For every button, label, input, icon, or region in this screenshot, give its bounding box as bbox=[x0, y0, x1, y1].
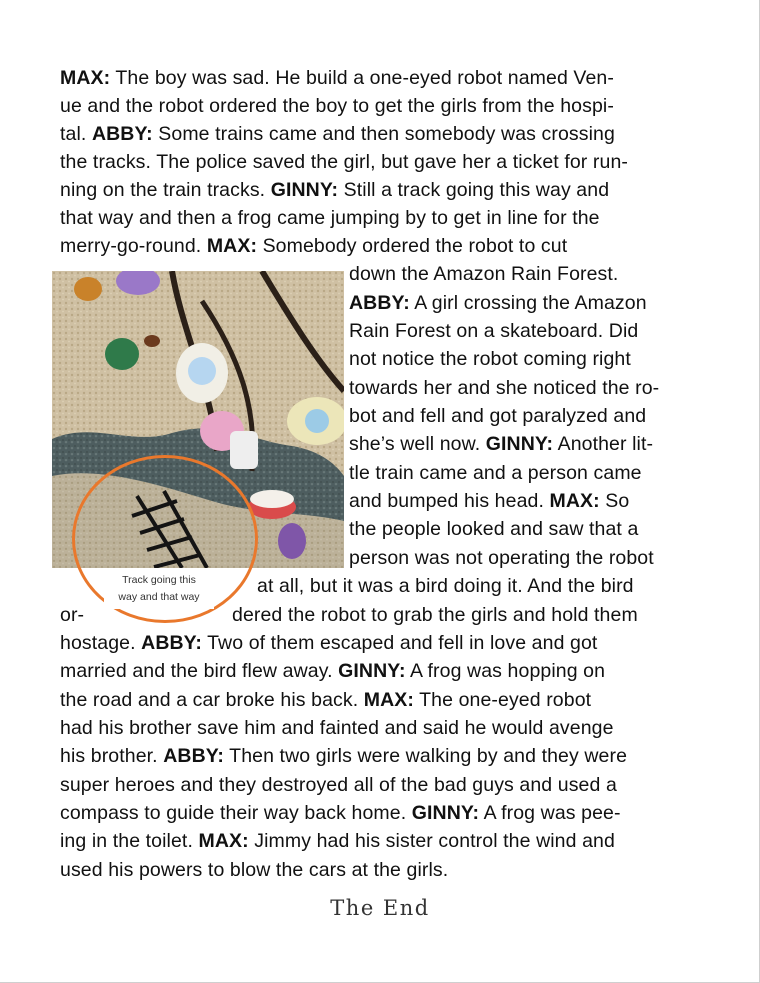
story-text: the road and a car broke his back. bbox=[60, 689, 364, 711]
speaker-name: ABBY: bbox=[141, 632, 202, 654]
story-text: Some trains came and then somebody was crossing bbox=[152, 123, 615, 145]
story-text: married and the bird flew away. bbox=[60, 660, 339, 682]
story-text: Another lit- bbox=[553, 433, 654, 455]
story-text: ing in the toilet. bbox=[60, 830, 199, 852]
story-line bbox=[349, 430, 653, 458]
story-text: or- bbox=[60, 604, 85, 626]
story-line bbox=[232, 601, 638, 629]
story-text: The one-eyed robot bbox=[414, 689, 592, 711]
photo-caption-line-2: way and that way bbox=[118, 591, 200, 603]
story-text: Jimmy had his sister control the wind and bbox=[248, 830, 615, 852]
story-text: tle train came and a person came bbox=[349, 462, 642, 484]
story-text: Rain Forest on a skateboard. Did bbox=[349, 320, 639, 342]
story-line bbox=[349, 345, 631, 373]
speaker-name: ABBY: bbox=[91, 123, 153, 145]
story-text: Somebody ordered the robot to cut bbox=[257, 235, 568, 257]
speaker-name: MAX: bbox=[363, 689, 414, 711]
story-line bbox=[349, 402, 646, 430]
story-text: Still a track going this way and bbox=[338, 179, 610, 201]
story-text: Two of them escaped and fell in love and got bbox=[201, 632, 598, 654]
speaker-name: ABBY: bbox=[163, 745, 225, 767]
story-line bbox=[60, 204, 600, 232]
story-text: person was not operating the robot bbox=[349, 547, 654, 569]
story-line bbox=[60, 657, 605, 685]
photo-caption-line-1: Track going this bbox=[122, 574, 196, 586]
story-text: dered the robot to grab the girls and hold them bbox=[232, 604, 638, 626]
story-line bbox=[60, 120, 615, 148]
the-end-heading: The End bbox=[330, 896, 430, 920]
story-line bbox=[60, 827, 615, 855]
story-text: merry-go-round. bbox=[60, 235, 207, 257]
story-text: she’s well now. bbox=[349, 433, 486, 455]
story-text: the tracks. The police saved the girl, but gave her a ticket for run- bbox=[60, 151, 628, 173]
story-text: that way and then a frog came jumping by to get in line for the bbox=[60, 207, 600, 229]
story-text: Then two girls were walking by and they were bbox=[224, 745, 628, 767]
story-text: not notice the robot coming right bbox=[349, 348, 631, 370]
story-text: bot and fell and got paralyzed and bbox=[349, 405, 647, 427]
story-text: A frog was pee- bbox=[479, 802, 621, 824]
speaker-name: GINNY: bbox=[485, 433, 554, 455]
speaker-name: MAX: bbox=[60, 67, 111, 89]
story-text: used his powers to blow the cars at the girls. bbox=[60, 859, 449, 881]
story-line bbox=[349, 544, 654, 572]
story-line bbox=[60, 64, 614, 92]
story-text: down the Amazon Rain Forest. bbox=[349, 263, 619, 285]
speaker-name: GINNY: bbox=[411, 802, 480, 824]
story-line bbox=[60, 629, 597, 657]
story-line bbox=[60, 856, 448, 884]
story-text: his brother. bbox=[60, 745, 164, 767]
story-line bbox=[349, 317, 638, 345]
story-text: at all, but it was a bird doing it. And the bird bbox=[257, 575, 634, 597]
story-line bbox=[60, 232, 567, 260]
story-text: ue and the robot ordered the boy to get the girls from the hospi- bbox=[60, 95, 614, 117]
speaker-name: MAX: bbox=[206, 235, 258, 257]
story-line bbox=[60, 742, 627, 770]
story-line bbox=[349, 515, 638, 543]
speaker-name: ABBY: bbox=[349, 292, 410, 314]
story-text: tal. bbox=[60, 123, 92, 145]
story-line bbox=[257, 572, 634, 600]
story-line bbox=[349, 289, 647, 317]
story-text: hostage. bbox=[60, 632, 142, 654]
speaker-name: GINNY: bbox=[338, 660, 406, 682]
story-text: had his brother save him and fainted and said he would avenge bbox=[60, 717, 614, 739]
story-line bbox=[349, 374, 659, 402]
story-line bbox=[60, 92, 614, 120]
story-line bbox=[60, 771, 617, 799]
story-text: and bumped his head. bbox=[349, 490, 550, 512]
story-line bbox=[60, 799, 621, 827]
story-line bbox=[349, 459, 642, 487]
story-line bbox=[60, 148, 628, 176]
story-text: compass to guide their way back home. bbox=[60, 802, 412, 824]
story-line bbox=[349, 260, 618, 288]
story-text: ning on the train tracks. bbox=[60, 179, 271, 201]
story-text: The boy was sad. He build a one-eyed robot named Ven- bbox=[110, 67, 614, 89]
story-text: towards her and she noticed the ro- bbox=[349, 377, 660, 399]
speaker-name: MAX: bbox=[549, 490, 600, 512]
story-line bbox=[349, 487, 629, 515]
story-text: the people looked and saw that a bbox=[349, 518, 639, 540]
speaker-name: GINNY: bbox=[270, 179, 339, 201]
story-text: A frog was hopping on bbox=[405, 660, 606, 682]
story-line bbox=[60, 686, 591, 714]
story-line bbox=[60, 601, 84, 629]
story-line bbox=[60, 714, 614, 742]
story-text: super heroes and they destroyed all of the bad guys and used a bbox=[60, 774, 617, 796]
story-line bbox=[60, 176, 609, 204]
story-text: A girl crossing the Amazon bbox=[409, 292, 647, 314]
speaker-name: MAX: bbox=[198, 830, 249, 852]
story-text: So bbox=[599, 490, 630, 512]
